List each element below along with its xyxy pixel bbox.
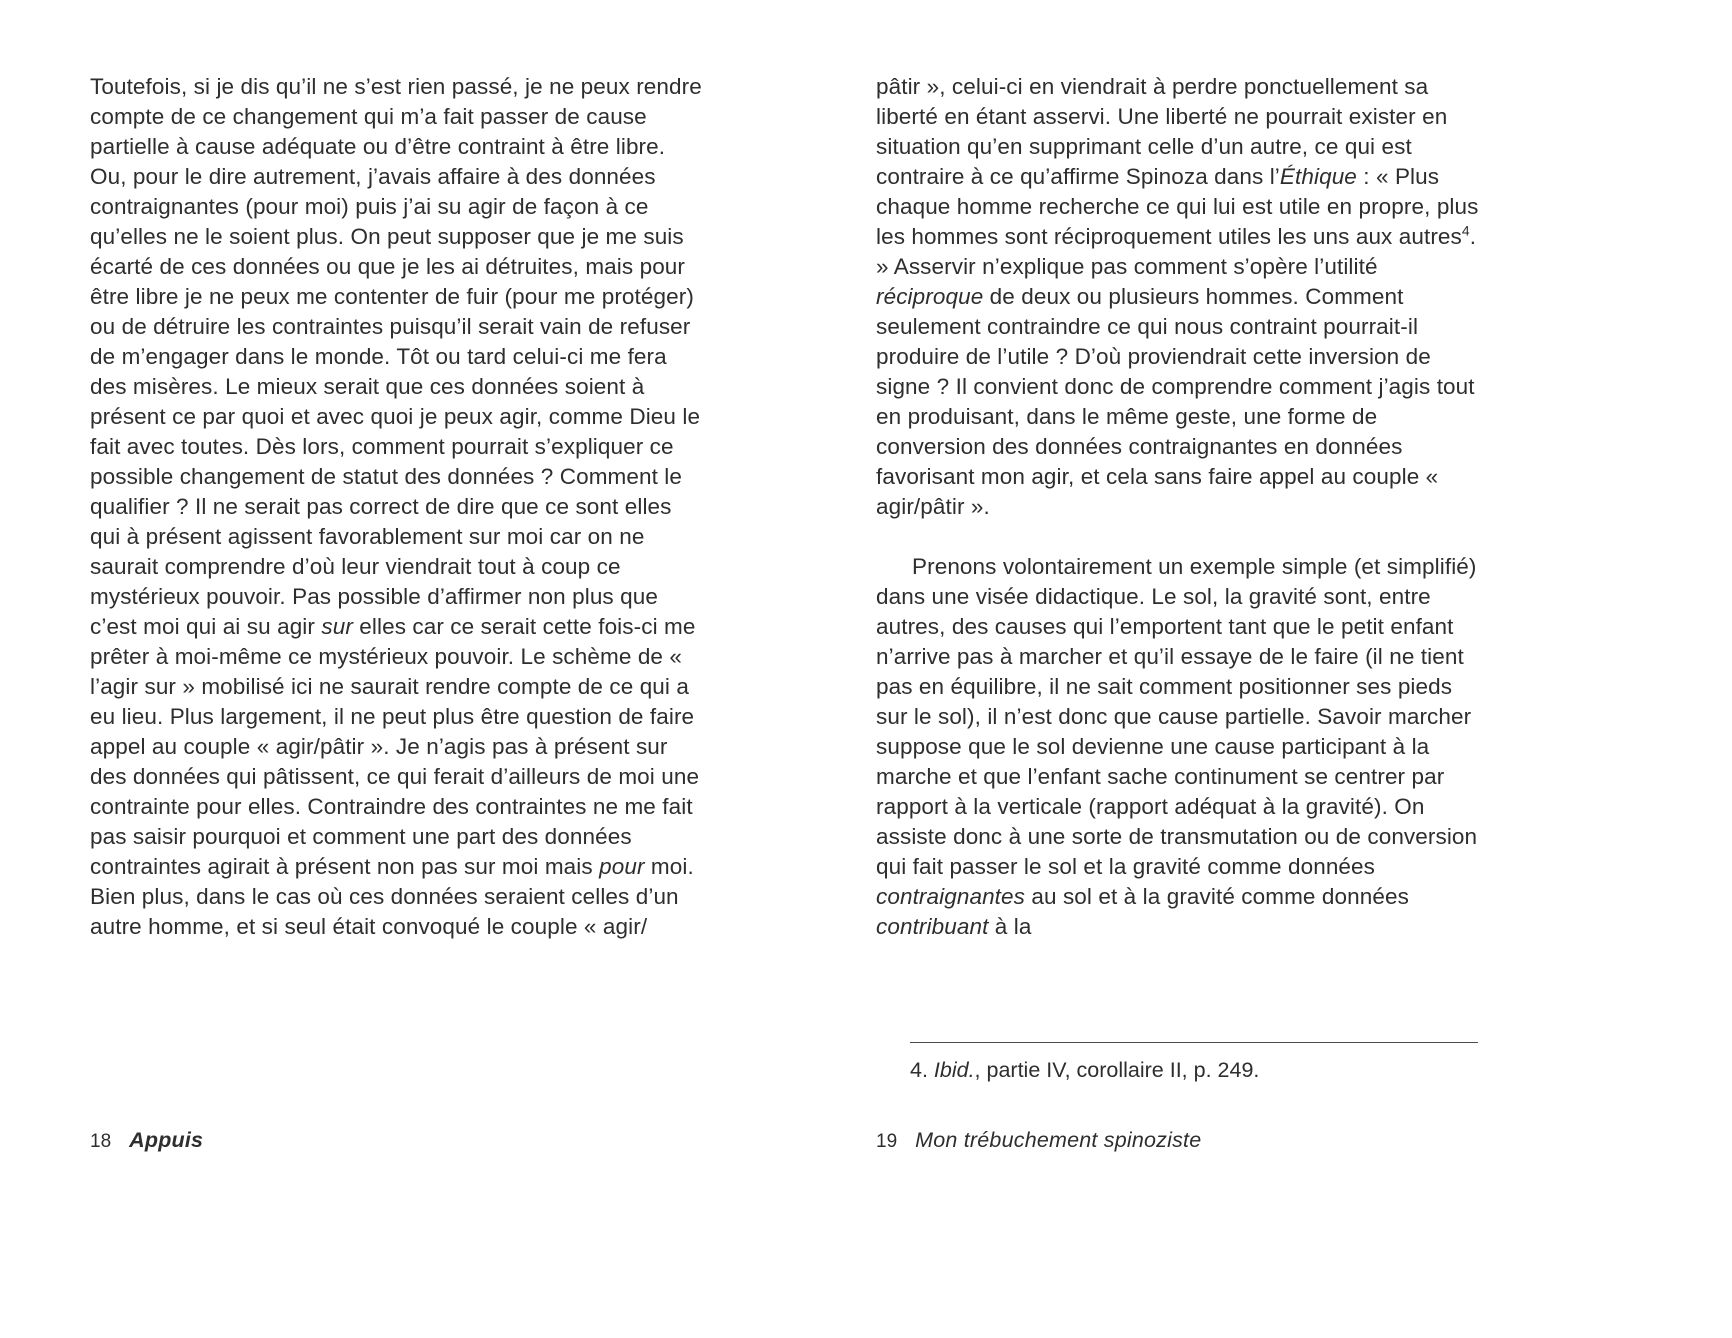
text-segment: au sol et à la gravité comme données [1025, 884, 1409, 909]
text-segment: moi. Bien plus, dans le cas où ces données seraient celles d’un autre homme, et si seul était convoqué le couple « agir/ [90, 854, 694, 939]
paragraph [910, 1056, 1478, 1084]
paragraph [90, 72, 704, 942]
left-running-title: Appuis [129, 1128, 204, 1152]
right-page-number: 19 [876, 1131, 898, 1152]
text-segment: pour [599, 854, 645, 879]
text-segment: Ibid. [933, 1058, 975, 1082]
text-segment: Toutefois, si je dis qu’il ne s’est rien passé, je ne peux rendre compte de ce changement qui m’a fait passer de cause partielle à cause adéquate ou d’être contraint à être libre. Ou, pour le dire autrement, j’avais affaire à des données contraignantes (pour moi) puis j’ai su agir de façon à ce qu’elles ne le soient plus. On peut supposer que je me suis écarté de ces données ou que je les ai détruites, mais pour être libre je ne peux me contenter de fuir (pour me protéger) ou de détruire les contraintes puisqu’il serait vain de refuser de m’engager dans le monde. Tôt ou tard celui-ci me fera des misères. Le mieux serait que ces données soient à présent ce par quoi et avec quoi je peux agir, comme Dieu le fait avec toutes. Dès lors, comment pourrait s’expliquer ce possible changement de statut des données ? Comment le qualifier ? Il ne serait pas correct de dire que ce sont elles qui à présent agissent favorablement sur moi car on ne saurait comprendre d’où leur viendrait tout à coup ce mystérieux pouvoir. Pas possible d’affirmer non plus que c’est moi qui ai su agir [90, 74, 702, 639]
left-page-number: 18 [90, 1131, 112, 1152]
text-segment: elles car ce serait cette fois-ci me prêter à moi-même ce mystérieux pouvoir. Le schème de « l’agir sur » mobilisé ici ne saurait rendre compte de ce qui a eu lieu. Plus largement, il ne peut plus être question de faire appel au couple « agir/pâtir ». Je n’agis pas à présent sur des données qui pâtissent, ce qui ferait d’ailleurs de moi une contrainte pour elles. Contraindre des contraintes ne me fait pas saisir pourquoi et comment une part des données contraintes agirait à présent non pas sur moi mais [90, 614, 700, 879]
right-page-footer [876, 1128, 1201, 1153]
text-segment: de deux ou plusieurs hommes. Comment seulement contraindre ce qui nous contraint pourrait-il produire de l’utile ? D’où proviendrait cette inversion de signe ? Il convient donc de comprendre comment j’agis tout en produisant, dans le même geste, une forme de conversion des données contraignantes en données favorisant mon agir, et cela sans faire appel au couple « agir/pâtir ». [876, 284, 1475, 519]
text-segment: . » Asservir n’explique pas comment s’opère l’utilité [876, 224, 1477, 279]
paragraph [876, 72, 1490, 522]
text-segment: : « Plus chaque homme recherche ce qui lui est utile en propre, plus les hommes sont réciproquement utiles les uns aux autres [876, 164, 1479, 249]
footnote-block [910, 1042, 1478, 1084]
text-segment: réciproque [876, 284, 984, 309]
text-segment: contribuant [876, 914, 989, 939]
right-running-title: Mon trébuchement spinoziste [915, 1128, 1202, 1152]
text-segment: Prenons volontairement un exemple simple (et simplifié) dans une visée didactique. Le sol, la gravité sont, entre autres, des causes qui l’emportent tant que le petit enfant n’arrive pas à marcher et qu’il essaye de le faire (il ne tient pas en équilibre, il ne sait comment positionner ses pieds sur le sol), il n’est donc que cause partielle. Savoir marcher suppose que le sol devienne une cause participant à la marche et que l’enfant sache continument se centrer par rapport à la verticale (rapport adéquat à la gravité). On assiste donc à une sorte de transmutation ou de conversion qui fait passer le sol et la gravité comme données [876, 554, 1478, 879]
right-page-text-column [876, 72, 1490, 942]
text-segment: Éthique [1279, 164, 1357, 189]
text-segment: pâtir », celui-ci en viendrait à perdre ponctuellement sa liberté en étant asservi. Une liberté ne pourrait exister en situation qu’en supprimant celle d’un autre, ce qui est contraire à ce qu’affirme Spinoza dans l’ [876, 74, 1448, 189]
text-segment: à la [988, 914, 1032, 939]
text-segment: 4. [910, 1058, 934, 1082]
text-segment: contraignantes [876, 884, 1026, 909]
paragraph [876, 552, 1490, 942]
footnote-marker: 4 [1461, 222, 1470, 239]
text-segment: sur [321, 614, 353, 639]
left-page-footer [90, 1128, 203, 1153]
text-segment: , partie IV, corollaire II, p. 249. [974, 1058, 1260, 1082]
left-page-text-column [90, 72, 704, 942]
